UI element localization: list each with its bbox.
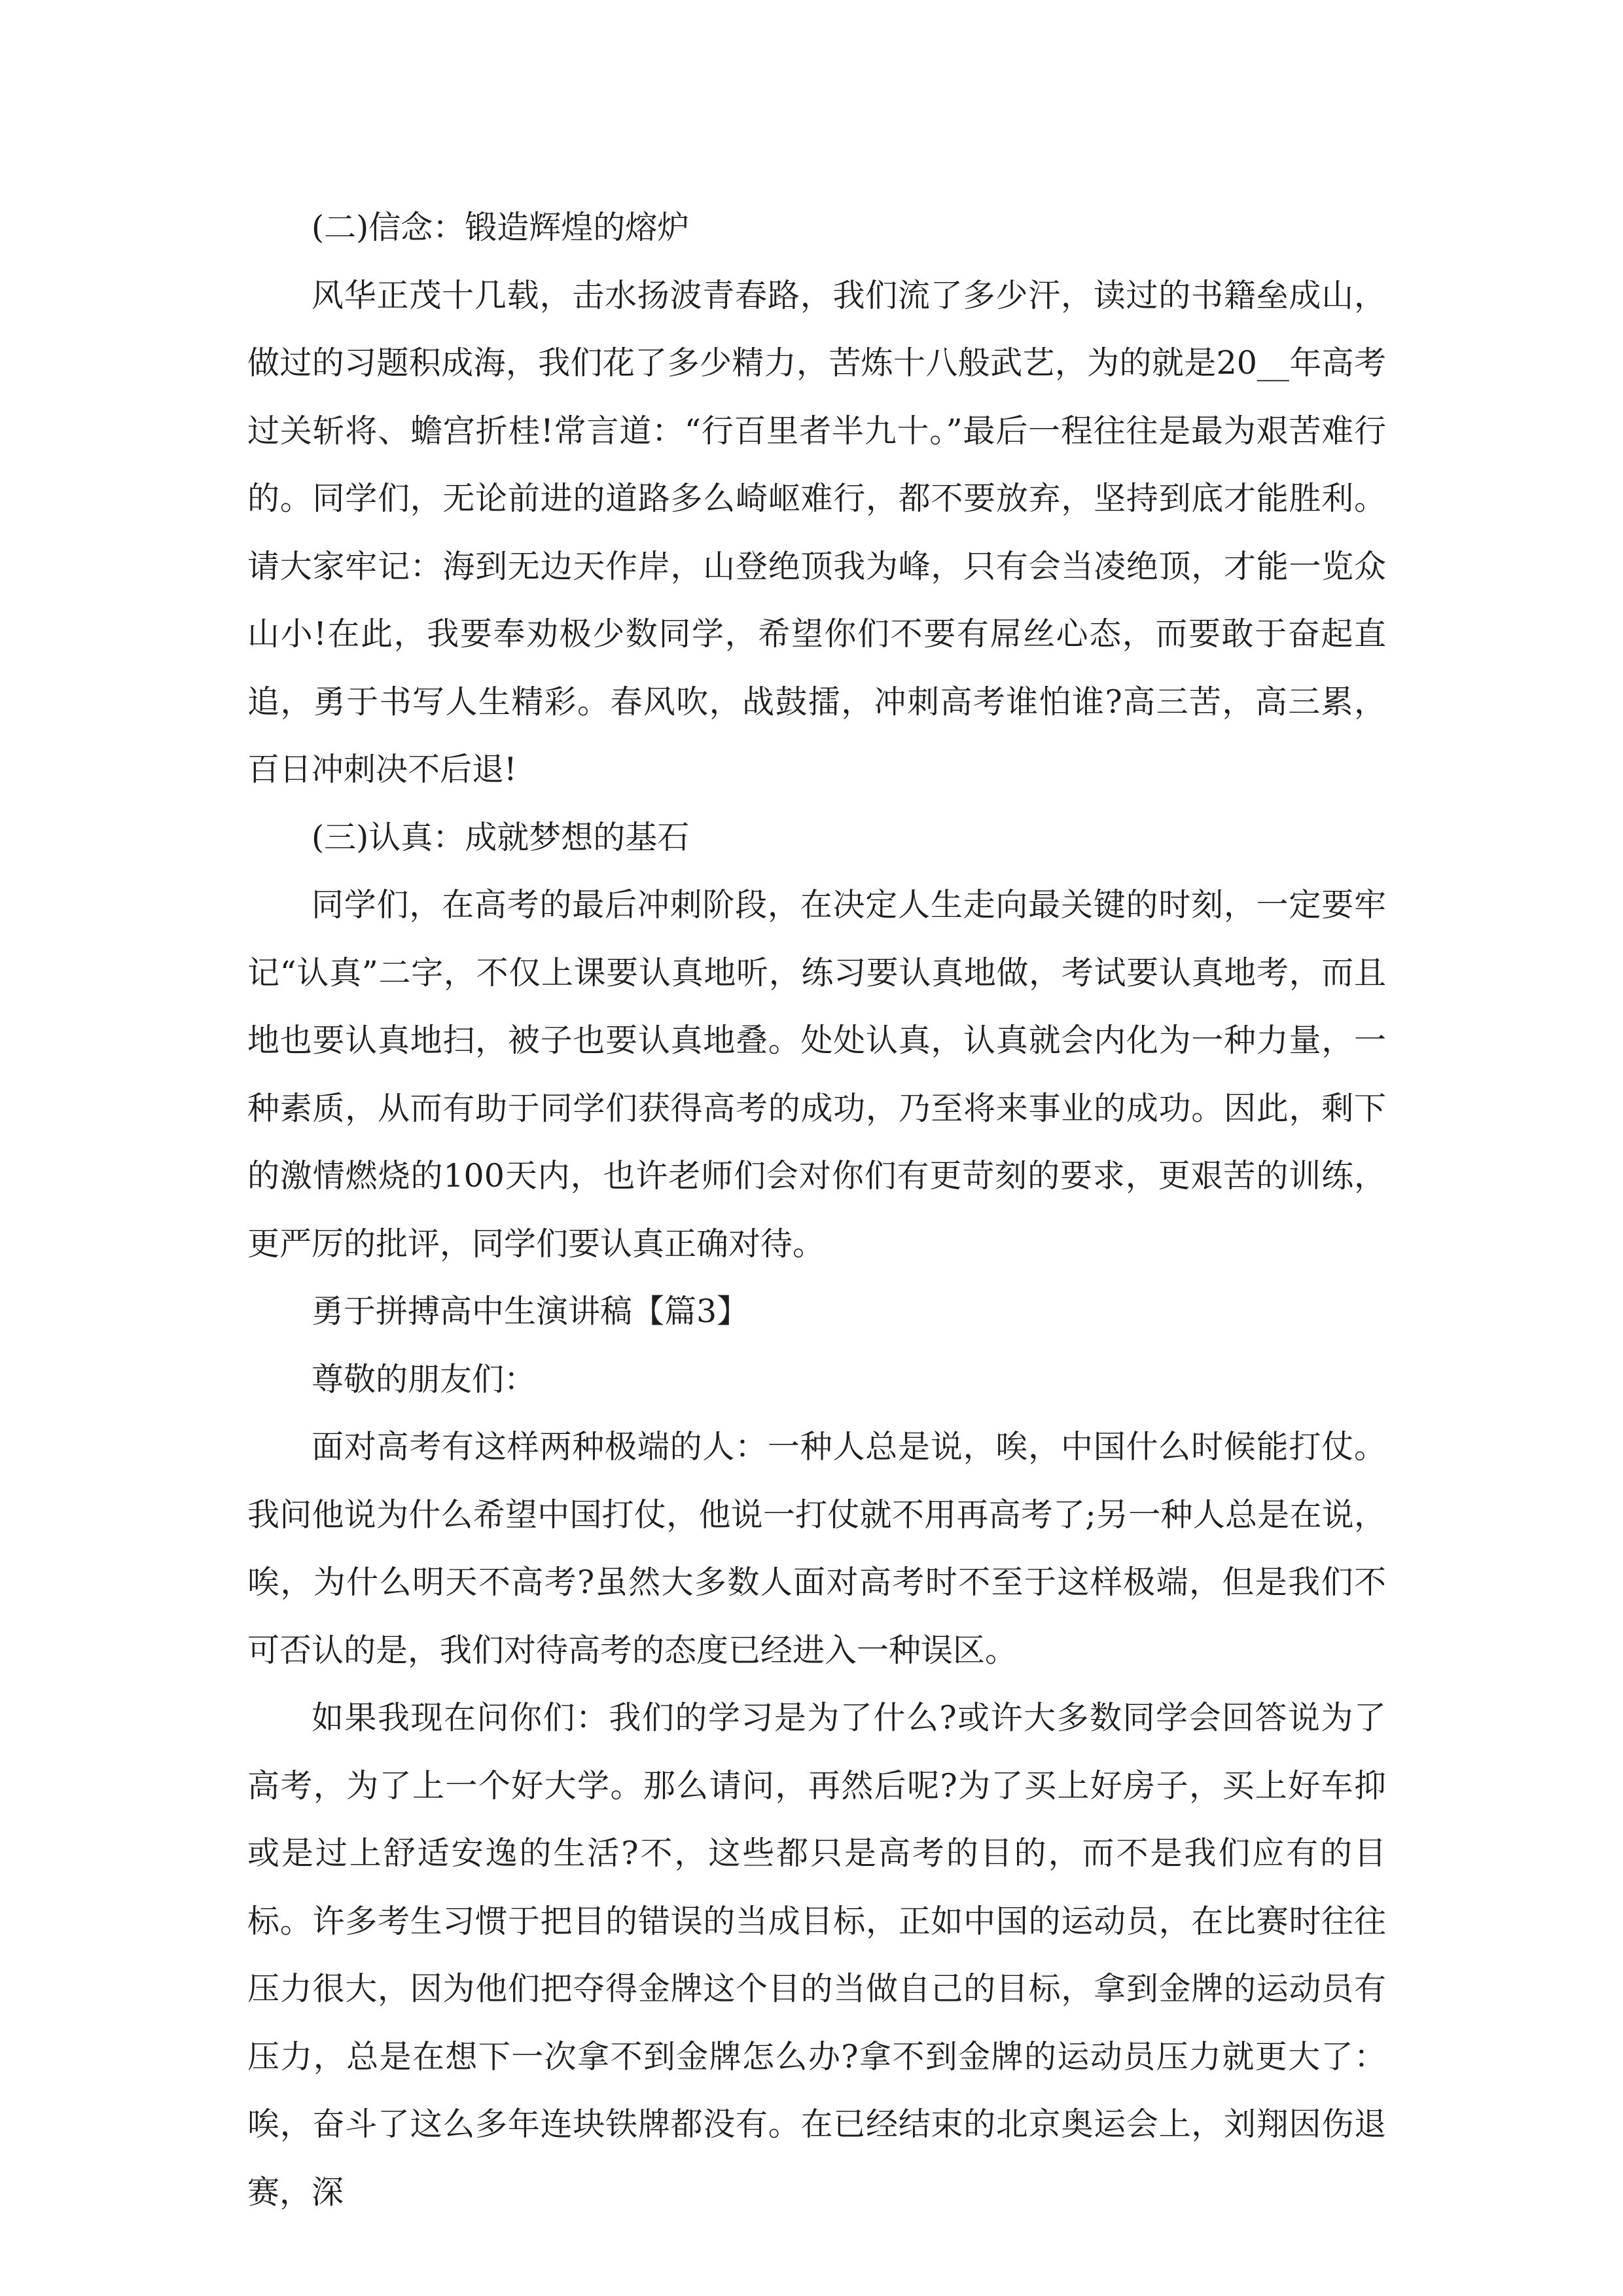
section-heading-earnest: (三)认真：成就梦想的基石 xyxy=(312,818,690,856)
paragraph-earnest: 同学们，在高考的最后冲刺阶段，在决定人生走向最关键的时刻，一定要牢记“认真”二字，不仅上课要认真地听，练习要认真地做，考试要认真地考，而且地也要认真地扫，被子也要认真地叠。处处认真，认真就会内化为一种力量，一种素质，从而有助于同学们获得高考的成功，乃至将来事业的成功。因此，剩下的激情燃烧的100天内，也许老师们会对你们有更苛刻的要求，更艰苦的训练，更严厉的批评，同学们要认真正确对待。 xyxy=(247,886,1386,1263)
section-heading-belief: (二)信念：锻造辉煌的熔炉 xyxy=(312,209,690,246)
paragraph-purpose-vs-goal: 如果我现在问你们：我们的学习是为了什么?或许大多数同学会回答说为了高考，为了上一个好大学。那么请问，再然后呢?为了买上好房子，买上好车抑或是过上舒适安逸的生活?不，这些都只是高考的目的，而不是我们应有的目标。许多考生习惯于把目的错误的当成目标，正如中国的运动员，在比赛时往往压力很大，因为他们把夺得金牌这个目的当做自己的目标，拿到金牌的运动员有压力，总是在想下一次拿不到金牌怎么办?拿不到金牌的运动员压力就更大了：唉，奋斗了这么多年连块铁牌都没有。在已经结束的北京奥运会上，刘翔因伤退赛，深 xyxy=(247,1699,1386,2211)
speech-title: 勇于拼搏高中生演讲稿【篇3】 xyxy=(312,1293,749,1330)
document-body xyxy=(247,194,1386,2226)
salutation: 尊敬的朋友们： xyxy=(312,1360,537,1398)
paragraph-belief: 风华正茂十几载，击水扬波青春路，我们流了多少汗，读过的书籍垒成山，做过的习题积成海，我们花了多少精力，苦炼十八般武艺，为的就是20__年高考过关斩将、蟾宫折桂!常言道：“行百里者半九十。”最后一程往往是最为艰苦难行的。同学们，无论前进的道路多么崎岖难行，都不要放弃，坚持到底才能胜利。请大家牢记：海到无边天作岸，山登绝顶我为峰，只有会当凌绝顶，才能一览众山小!在此，我要奉劝极少数同学，希望你们不要有屌丝心态，而要敢于奋起直追，勇于书写人生精彩。春风吹，战鼓擂，冲刺高考谁怕谁?高三苦，高三累，百日冲刺决不后退! xyxy=(247,276,1386,788)
paragraph-two-extremes: 面对高考有这样两种极端的人：一种人总是说，唉，中国什么时候能打仗。我问他说为什么希望中国打仗，他说一打仗就不用再高考了;另一种人总是在说，唉，为什么明天不高考?虽然大多数人面对高考时不至于这样极端，但是我们不可否认的是，我们对待高考的态度已经进入一种误区。 xyxy=(247,1428,1386,1669)
